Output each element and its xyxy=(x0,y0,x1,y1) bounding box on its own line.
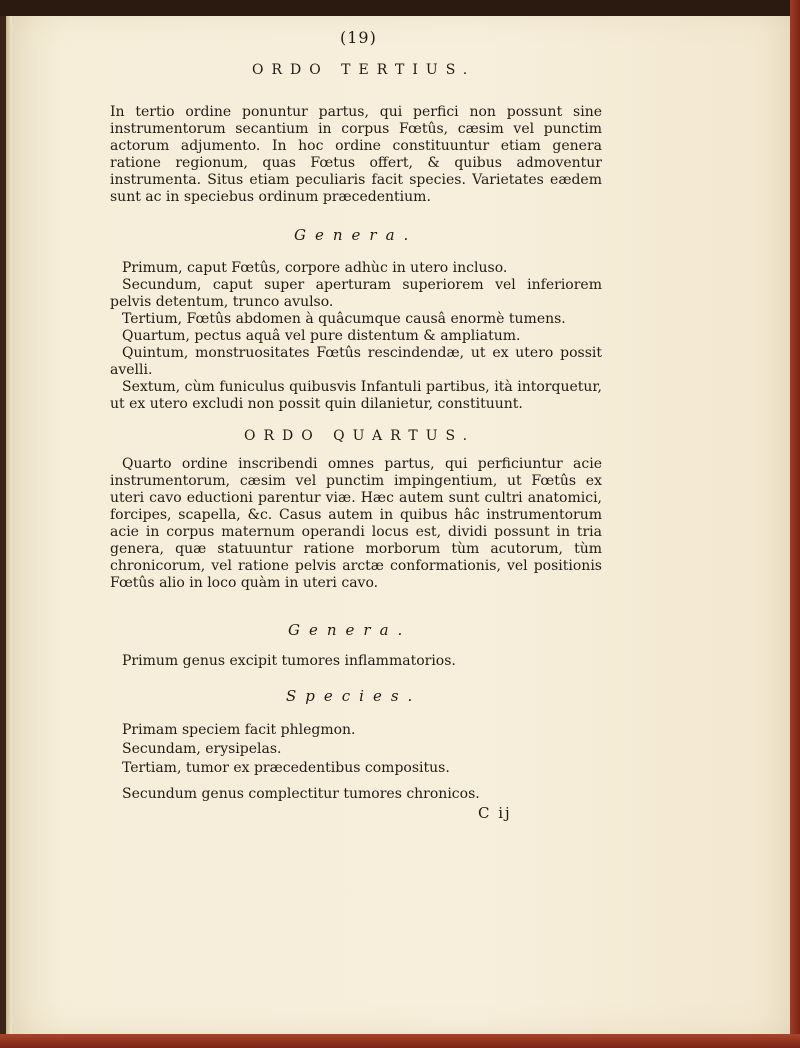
species-item: Primam speciem facit phlegmon. xyxy=(122,722,356,738)
species-item: Tertiam, tumor ex præcedentibus compositus. xyxy=(122,760,450,776)
heading-species: Species. xyxy=(286,687,422,705)
top-edge xyxy=(0,0,800,16)
genus-item: Sextum, cùm funiculus quibusvis Infantuli partibus, ità intorquetur, ut ex utero excludi non possit quin dilanietur, constituunt. xyxy=(110,379,602,412)
species-item: Secundam, erysipelas. xyxy=(122,741,282,757)
genus-item: Quintum, monstruositates Fœtûs rescindendæ, ut ex utero possit avelli. xyxy=(110,345,602,378)
genus-item: Primum, caput Fœtûs, corpore adhùc in utero incluso. xyxy=(122,260,508,276)
heading-genera-1: Genera. xyxy=(294,226,418,244)
genus-item: Tertium, Fœtûs abdomen à quâcumque causâ enormè tumens. xyxy=(122,311,566,327)
paragraph-ordo-tertius: In tertio ordine ponuntur partus, qui perfici non possunt sine instrumentorum secantium in corpus Fœtûs, cæsim vel punctim actorum adjumento. In hoc ordine constituuntur etiam genera ratione regionum, quas Fœtus offert, & quibus admoventur instrumenta. Situs etiam peculiaris facit species. Varietates eædem sunt ac in speciebus ordinum præcedentium. xyxy=(110,104,602,205)
heading-genera-2: Genera. xyxy=(288,621,412,639)
right-cover-edge xyxy=(790,0,800,1048)
genus-secundum: Secundum genus complectitur tumores chronicos. xyxy=(122,786,480,802)
genus-item: Secundum, caput super aperturam superiorem vel inferiorem pelvis detentum, trunco avulso. xyxy=(110,277,602,310)
heading-ordo-quartus: ORDO QUARTUS. xyxy=(244,428,476,444)
bottom-cover-edge xyxy=(0,1034,800,1048)
paragraph-ordo-quartus: Quarto ordine inscribendi omnes partus, qui perficiuntur acie instrumentorum, cæsim vel punctim impingentium, ut Fœtûs ex uteri cavo eductioni parentur viæ. Hæc autem sunt cultri anatomici, forcipes, scapella, &c. Casus autem in quibus hâc instrumentorum acie in corpus maternum operandi locus est, dividi possunt in tria genera, quæ statuuntur ratione morborum tùm acutorum, tùm chronicorum, vel ratione pelvis arctæ conformationis, vel positionis Fœtûs alio in loco quàm in uteri cavo. xyxy=(110,456,602,591)
page-gutter xyxy=(6,0,12,1048)
genus-item: Quartum, pectus aquâ vel pure distentum & ampliatum. xyxy=(122,328,521,344)
genera-list-1 xyxy=(110,260,602,413)
page-number: (19) xyxy=(340,28,377,47)
genus-primum: Primum genus excipit tumores inflammatorios. xyxy=(122,653,456,669)
heading-ordo-tertius: ORDO TERTIUS. xyxy=(252,62,476,78)
signature-mark: C ij xyxy=(478,804,512,822)
